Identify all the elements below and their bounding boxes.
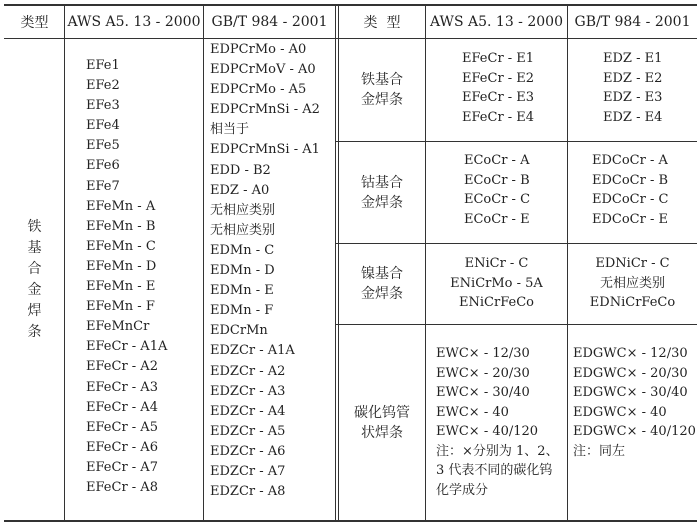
list-item: EFeCr - A4 <box>86 399 158 415</box>
right-header-type: 类 型 <box>363 15 401 31</box>
list-item: EDGWC× - 20/30 <box>573 365 688 381</box>
list-item: EWC× - 40 <box>436 404 509 420</box>
aws-note: 注：×分别为 1、2、3 代表不同的碳化钨化学成分 <box>436 443 559 498</box>
right-gb-iron <box>603 49 697 127</box>
list-item: EDZ - E1 <box>603 51 663 66</box>
list-item: EDPCrMnSi - A2 <box>210 102 320 118</box>
left-aws-list <box>86 56 201 498</box>
list-item: EDGWC× - 40/120 <box>573 424 696 439</box>
list-item: ECoCr - A <box>464 153 530 168</box>
right-aws-nickel <box>426 254 567 313</box>
right-header-gb: GB/T 984 - 2001 <box>574 14 691 30</box>
list-item: EFe4 <box>86 118 120 134</box>
right-header-aws: AWS A5. 13 - 2000 <box>430 14 563 30</box>
list-item: EFeCr - A3 <box>86 379 158 395</box>
list-item: EDCoCr - C <box>592 192 669 207</box>
list-item: EDZCr - A6 <box>210 443 286 459</box>
type-char: 条 <box>27 323 42 340</box>
right-gb-tungsten-carbide <box>573 344 697 461</box>
list-item: 无相应类别 <box>599 275 665 291</box>
right-aws-cobalt <box>464 151 566 229</box>
type-char: 焊 <box>27 302 42 319</box>
gb-note: 注：同左 <box>573 443 626 459</box>
left-header-type: 类型 <box>20 15 49 31</box>
list-item: EFeMnCr <box>86 319 150 335</box>
col-divider-1 <box>64 5 65 521</box>
type-char: 铁 <box>27 218 42 235</box>
list-item: ENiCr - C <box>464 256 529 271</box>
list-item: EFeCr - E3 <box>462 90 535 105</box>
list-item: EDPCrMnSi - A1 <box>210 142 320 158</box>
list-item: EFe3 <box>86 98 120 114</box>
list-item: EWC× - 40/120 <box>436 424 539 439</box>
list-item: EFeCr - E4 <box>462 109 535 125</box>
left-header-gb: GB/T 984 - 2001 <box>211 14 328 30</box>
left-gb-list <box>210 40 334 502</box>
right-type-nickel: 镍基合 金焊条 <box>361 266 403 302</box>
right-type-tungsten-carbide: 碳化钨管 状焊条 <box>354 404 410 441</box>
list-item: EFeMn - D <box>86 258 157 274</box>
list-item: EFeCr - A8 <box>86 479 158 495</box>
list-item: EDZCr - A1A <box>210 343 295 359</box>
list-item: EFeMn - F <box>86 299 155 315</box>
list-item: EDPCrMo - A5 <box>210 82 307 98</box>
type-char: 金 <box>27 281 42 298</box>
list-item: EDCoCr - B <box>592 172 669 188</box>
left-type-label <box>5 39 64 520</box>
list-item: EDZ - E2 <box>603 70 663 86</box>
right-aws-tungsten-carbide <box>436 344 564 500</box>
list-item: EDZCr - A4 <box>210 403 286 419</box>
list-item: EWC× - 12/30 <box>436 346 530 361</box>
list-item: EDZCr - A8 <box>210 484 286 500</box>
list-item: ECoCr - B <box>464 172 530 188</box>
list-item: EFeCr - A7 <box>86 459 158 475</box>
list-item: EFeMn - E <box>86 279 156 295</box>
list-item: EDCoCr - A <box>592 153 668 168</box>
list-item: 无相应类别 <box>210 202 276 218</box>
left-header-aws: AWS A5. 13 - 2000 <box>67 14 201 30</box>
list-item: ECoCr - C <box>464 192 531 207</box>
list-item: EDMn - D <box>210 263 275 279</box>
right-aws-iron <box>462 49 566 127</box>
list-item: EDPCrMoV - A0 <box>210 62 316 78</box>
list-item: EDZ - A0 <box>210 182 270 198</box>
list-item: EFe6 <box>86 158 120 174</box>
rule-bottom <box>4 520 697 522</box>
list-item: EFeCr - A2 <box>86 359 158 375</box>
list-item: EDMn - C <box>210 242 275 258</box>
list-item: EDGWC× - 30/40 <box>573 385 688 400</box>
list-item: EDMn - F <box>210 303 274 319</box>
right-type-iron: 铁基合 金焊条 <box>361 72 403 108</box>
list-item: EDCrMn <box>210 323 268 339</box>
list-item: EDZCr - A3 <box>210 383 286 399</box>
list-item: EDZCr - A7 <box>210 463 286 479</box>
right-type-cobalt: 钴基合 金焊条 <box>361 174 403 211</box>
right-gb-nickel <box>568 254 697 313</box>
type-char: 合 <box>27 260 42 277</box>
list-item: EDMn - E <box>210 283 274 299</box>
list-item: EDCoCr - E <box>592 211 668 227</box>
list-item: EDGWC× - 12/30 <box>573 346 688 361</box>
list-item: EFeCr - A5 <box>86 419 158 435</box>
list-item: EFeCr - E1 <box>462 51 535 66</box>
list-item: ENiCrMo - 5A <box>450 275 543 291</box>
list-item: EFe1 <box>86 58 120 73</box>
list-item: EFeCr - E2 <box>462 70 535 86</box>
list-item: EDD - B2 <box>210 162 271 178</box>
list-item: EFe5 <box>86 138 120 154</box>
list-item: EWC× - 30/40 <box>436 385 530 400</box>
list-item: EFeCr - A6 <box>86 439 158 455</box>
list-item: EDZ - E3 <box>603 90 663 105</box>
list-item: EDGWC× - 40 <box>573 404 667 420</box>
list-item: ENiCrFeCo <box>459 295 534 310</box>
col-divider-middle <box>335 5 336 521</box>
list-item: EDPCrMo - A0 <box>210 42 307 57</box>
list-item: 无相应类别 <box>210 222 276 238</box>
list-item: 相当于 <box>210 122 250 138</box>
list-item: EFeMn - B <box>86 218 156 234</box>
list-item: EDZCr - A5 <box>210 423 286 439</box>
list-item: EFeMn - C <box>86 238 156 254</box>
list-item: EFe2 <box>86 78 120 94</box>
list-item: EDNiCrFeCo <box>589 295 676 310</box>
col-divider-2 <box>203 5 204 521</box>
list-item: EFe7 <box>86 178 120 194</box>
list-item: EFeCr - A1A <box>86 339 168 355</box>
list-item: ECoCr - E <box>464 211 530 227</box>
list-item: EDNiCr - C <box>595 256 670 271</box>
list-item: EDZCr - A2 <box>210 363 286 379</box>
type-char: 基 <box>27 239 42 256</box>
list-item: EWC× - 20/30 <box>436 365 530 381</box>
list-item: EFeMn - A <box>86 198 156 214</box>
list-item: EDZ - E4 <box>603 109 663 125</box>
right-gb-cobalt <box>592 151 697 229</box>
